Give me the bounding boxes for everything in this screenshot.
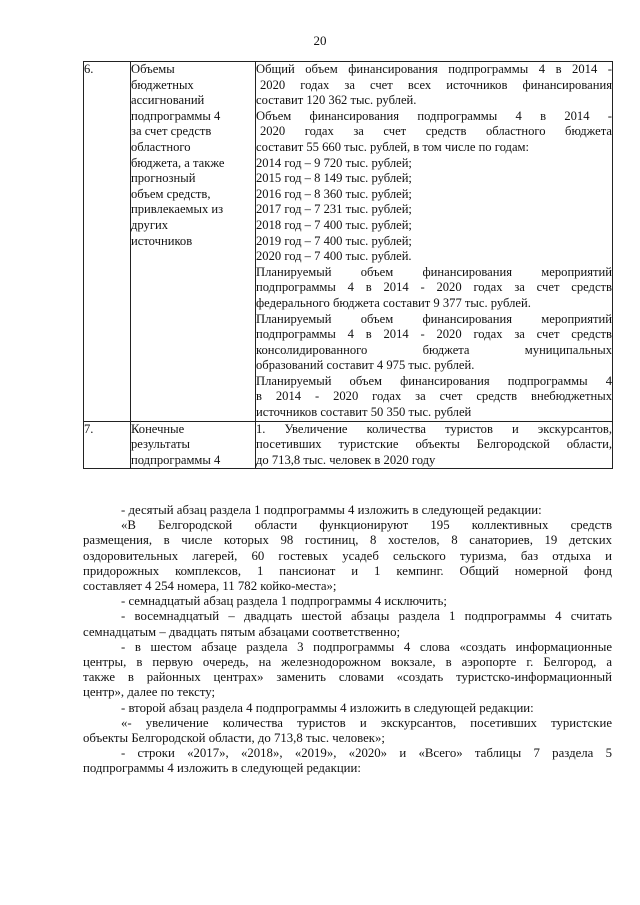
row-name-line: областного (131, 139, 191, 154)
row-name-line: подпрограммы 4 (131, 108, 221, 123)
row-value-line: составит 120 362 тыс. рублей. (256, 93, 417, 108)
row-name-line: за счет средств (131, 124, 212, 139)
paragraph-line: - десятый абзац раздела 1 подпрограммы 4 изложить в следующей редакции: (121, 503, 542, 517)
table-row (84, 62, 613, 422)
row-value-line: Планируемый объем финансирования мероприятий (256, 311, 612, 326)
row-value-line: до 713,8 тыс. человек в 2020 году (256, 452, 436, 467)
paragraph-line: объекты Белгородской области, до 713,8 тыс. человек»; (83, 731, 385, 746)
paragraph-line: семнадцатым – двадцать пятым абзацами соответственно; (83, 624, 401, 639)
row-name-line: других (131, 217, 169, 232)
row-value-line: подпрограммы 4 в 2014 - 2020 годах за счет средств (256, 280, 612, 295)
table-row (84, 421, 613, 469)
page-number: 20 (313, 33, 327, 48)
paragraph-line: подпрограммы 4 изложить в следующей редакции: (83, 761, 361, 776)
row-name-line: бюджета, а также (131, 155, 225, 170)
paragraph-line: центры, в первую очередь, на железнодорожном вокзале, в аэропорте г. Белгород, а (83, 655, 612, 670)
row-name-line: источников (131, 233, 193, 248)
paragraph-line: - семнадцатый абзац раздела 1 подпрограммы 4 исключить; (121, 594, 447, 609)
row-value-line: консолидированного бюджета муниципальных (256, 342, 612, 357)
row-value-line: 2015 год – 8 149 тыс. рублей; (256, 171, 412, 186)
row-value-line: 2018 год – 7 400 тыс. рублей; (256, 217, 412, 232)
row-name-line: Объемы (131, 62, 175, 76)
row-number: 6. (84, 62, 131, 422)
row-name-line: привлекаемых из (131, 202, 224, 217)
row-value-line: 2017 год – 7 231 тыс. рублей; (256, 202, 412, 217)
row-value-line: 2020 годах за счет всех источников финансирования (260, 77, 612, 92)
row-name-line: Конечные (131, 421, 185, 436)
row-value-cell (256, 62, 613, 422)
row-name-line: подпрограммы 4 (131, 452, 221, 467)
row-value-line: в 2014 - 2020 годах за счет средств внебюджетных (256, 389, 612, 404)
row-value-line: Планируемый объем финансирования мероприятий (256, 264, 612, 279)
row-value-line: 2014 год – 9 720 тыс. рублей; (256, 155, 412, 170)
row-value-line: 2019 год – 7 400 тыс. рублей; (256, 233, 412, 248)
row-name-cell (131, 62, 256, 422)
row-value-line: Планируемый объем финансирования подпрограммы 4 (256, 373, 612, 388)
paragraph-line: - в шестом абзаце раздела 3 подпрограммы 4 слова «создать информационные (121, 639, 612, 654)
row-value-line: составит 55 660 тыс. рублей, в том числе по годам: (256, 139, 530, 154)
paragraph-line: «В Белгородской области функционируют 195 коллективных средств (121, 518, 612, 533)
amendment-text (83, 503, 612, 777)
row-value-line: федерального бюджета составит 9 377 тыс. рублей. (256, 295, 531, 310)
row-name-line: ассигнований (131, 93, 205, 108)
row-name-line: результаты (131, 437, 190, 452)
paragraph-line: оздоровительных лагерей, 60 гостевых усадеб сельского туризма, баз отдыха и (83, 548, 612, 563)
paragraph-line: «- увеличение количества туристов и экскурсантов, посетивших туристские (121, 715, 612, 730)
row-value-line: 2016 год – 8 360 тыс. рублей; (256, 186, 412, 201)
row-number: 7. (84, 421, 131, 469)
paragraph-line: составляет 4 254 номера, 11 782 койко-места»; (83, 579, 337, 594)
row-value-line: Общий объем финансирования подпрограммы 4 в 2014 - (256, 62, 612, 76)
row-value-line: образований составит 4 975 тыс. рублей. (256, 358, 475, 373)
row-value-line: 2020 годах за счет средств областного бюджета (260, 124, 612, 139)
row-value-line: 2020 год – 7 400 тыс. рублей. (256, 249, 412, 264)
paragraph-line: также в районных центрах» заменить словами «создать туристско-информационный (83, 670, 612, 685)
paragraph-line: центр», далее по тексту; (83, 685, 216, 700)
paragraph-line: - второй абзац раздела 4 подпрограммы 4 изложить в следующей редакции: (121, 700, 534, 715)
row-value-line: источников составит 50 350 тыс. рублей (256, 405, 472, 420)
paragraph-line: - восемнадцатый – двадцать шестой абзацы раздела 1 подпрограммы 4 считать (121, 609, 612, 624)
row-value-line: Объем финансирования подпрограммы 4 в 2014 - (256, 108, 612, 123)
row-name-line: прогнозный (131, 171, 196, 186)
row-name-line: объем средств, (131, 186, 211, 201)
paragraph-line: размещения, в числе которых 98 гостиниц, 8 хостелов, 8 санаториев, 19 детских (83, 533, 612, 548)
paragraph-line: - строки «2017», «2018», «2019», «2020» и «Всего» таблицы 7 раздела 5 (121, 746, 612, 761)
row-name-line: бюджетных (131, 77, 194, 92)
subprogram-passport-table (83, 61, 613, 469)
row-name-cell (131, 421, 256, 469)
row-value-line: посетивших туристские объекты Белгородской области, (256, 437, 612, 452)
paragraph-line: придорожных комплексов, 1 пансионат и 1 кемпинг. Общий номерной фонд (83, 563, 612, 578)
row-value-line: 1. Увеличение количества туристов и экскурсантов, (256, 421, 612, 436)
row-value-cell (256, 421, 613, 469)
row-value-line: подпрограммы 4 в 2014 - 2020 годах за счет средств (256, 327, 612, 342)
